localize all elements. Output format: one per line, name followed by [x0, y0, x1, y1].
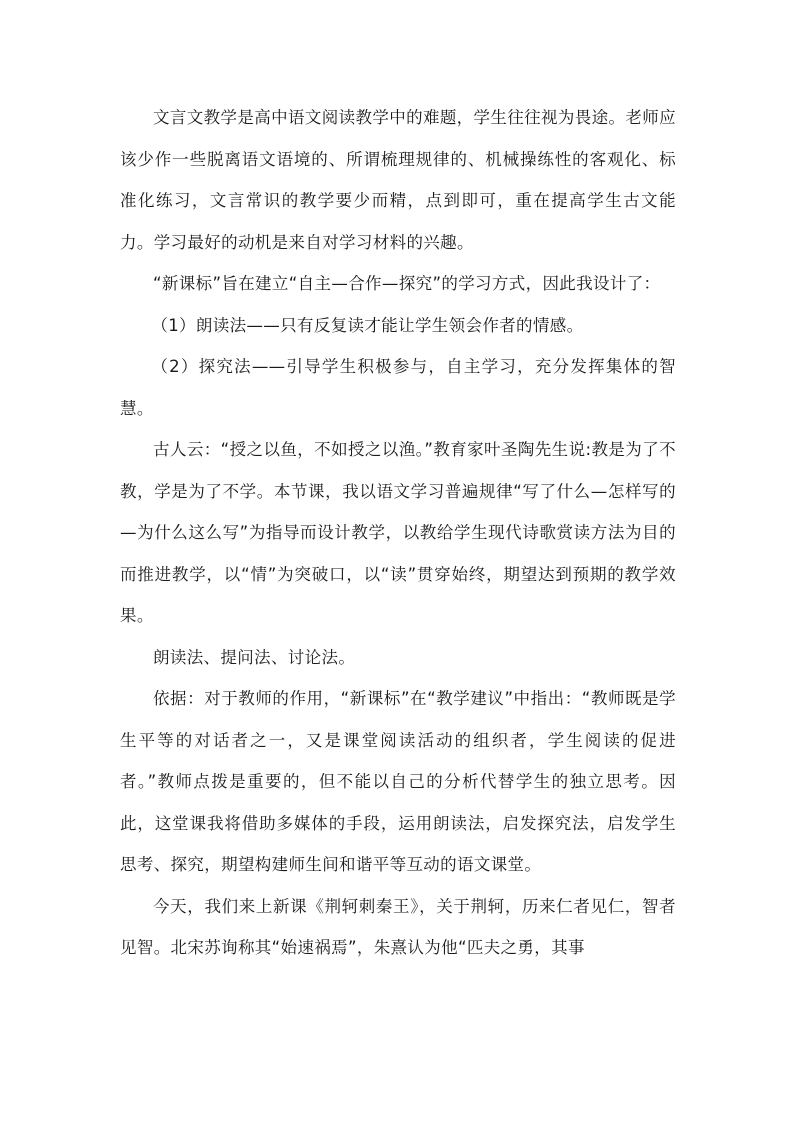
paragraph-new-curriculum-design: “新课标”旨在建立“自主—合作—探究”的学习方式，因此我设计了：	[153, 274, 661, 293]
paragraph-teaching-philosophy: 古人云：“授之以鱼，不如授之以渔。”教育家叶圣陶先生说:教是为了不教，学是为了不学。本节课，我以语文学习普遍规律“写了什么—怎样写的—为什么这么写”为指导而设计教学，以教给学生现代诗歌赏读方法为目的而推进教学，以“情”为突破口，以“读”贯穿始终，期望达到预期的教学效果。	[120, 440, 676, 625]
paragraph-method-inquiry: （2）探究法——引导学生积极参与，自主学习，充分发挥集体的智慧。	[120, 357, 676, 418]
paragraph-classical-chinese-teaching: 文言文教学是高中语文阅读教学中的难题，学生往往视为畏途。老师应该少作一些脱离语文语境的、所谓梳理规律的、机械操练性的客观化、标准化练习，文言常识的教学要少而精，点到即可，重在提高学生古文能力。学习最好的动机是来自对学习材料的兴趣。	[120, 108, 676, 252]
document-body	[120, 97, 676, 969]
paragraph-method-reading: （1）朗读法——只有反复读才能让学生领会作者的情感。	[151, 315, 584, 335]
paragraph-lesson-intro: 今天，我们来上新课《荆轲刺秦王》，关于荆轲，历来仁者见仁，智者见智。北宋苏询称其“始速祸焉”，朱熹认为他“匹夫之勇，其事	[120, 896, 676, 957]
paragraph-rationale: 依据：对于教师的作用，“新课标”在“教学建议”中指出：“教师既是学生平等的对话者之一，又是课堂阅读活动的组织者，学生阅读的促进者。”教师点拨是重要的，但不能以自己的分析代替学生的独立思考。因此，这堂课我将借助多媒体的手段，运用朗读法，启发探究法，启发学生思考、探究，期望构建师生间和谐平等互动的语文课堂。	[120, 689, 676, 874]
paragraph-teaching-methods: 朗读法、提问法、讨论法。	[153, 647, 356, 667]
